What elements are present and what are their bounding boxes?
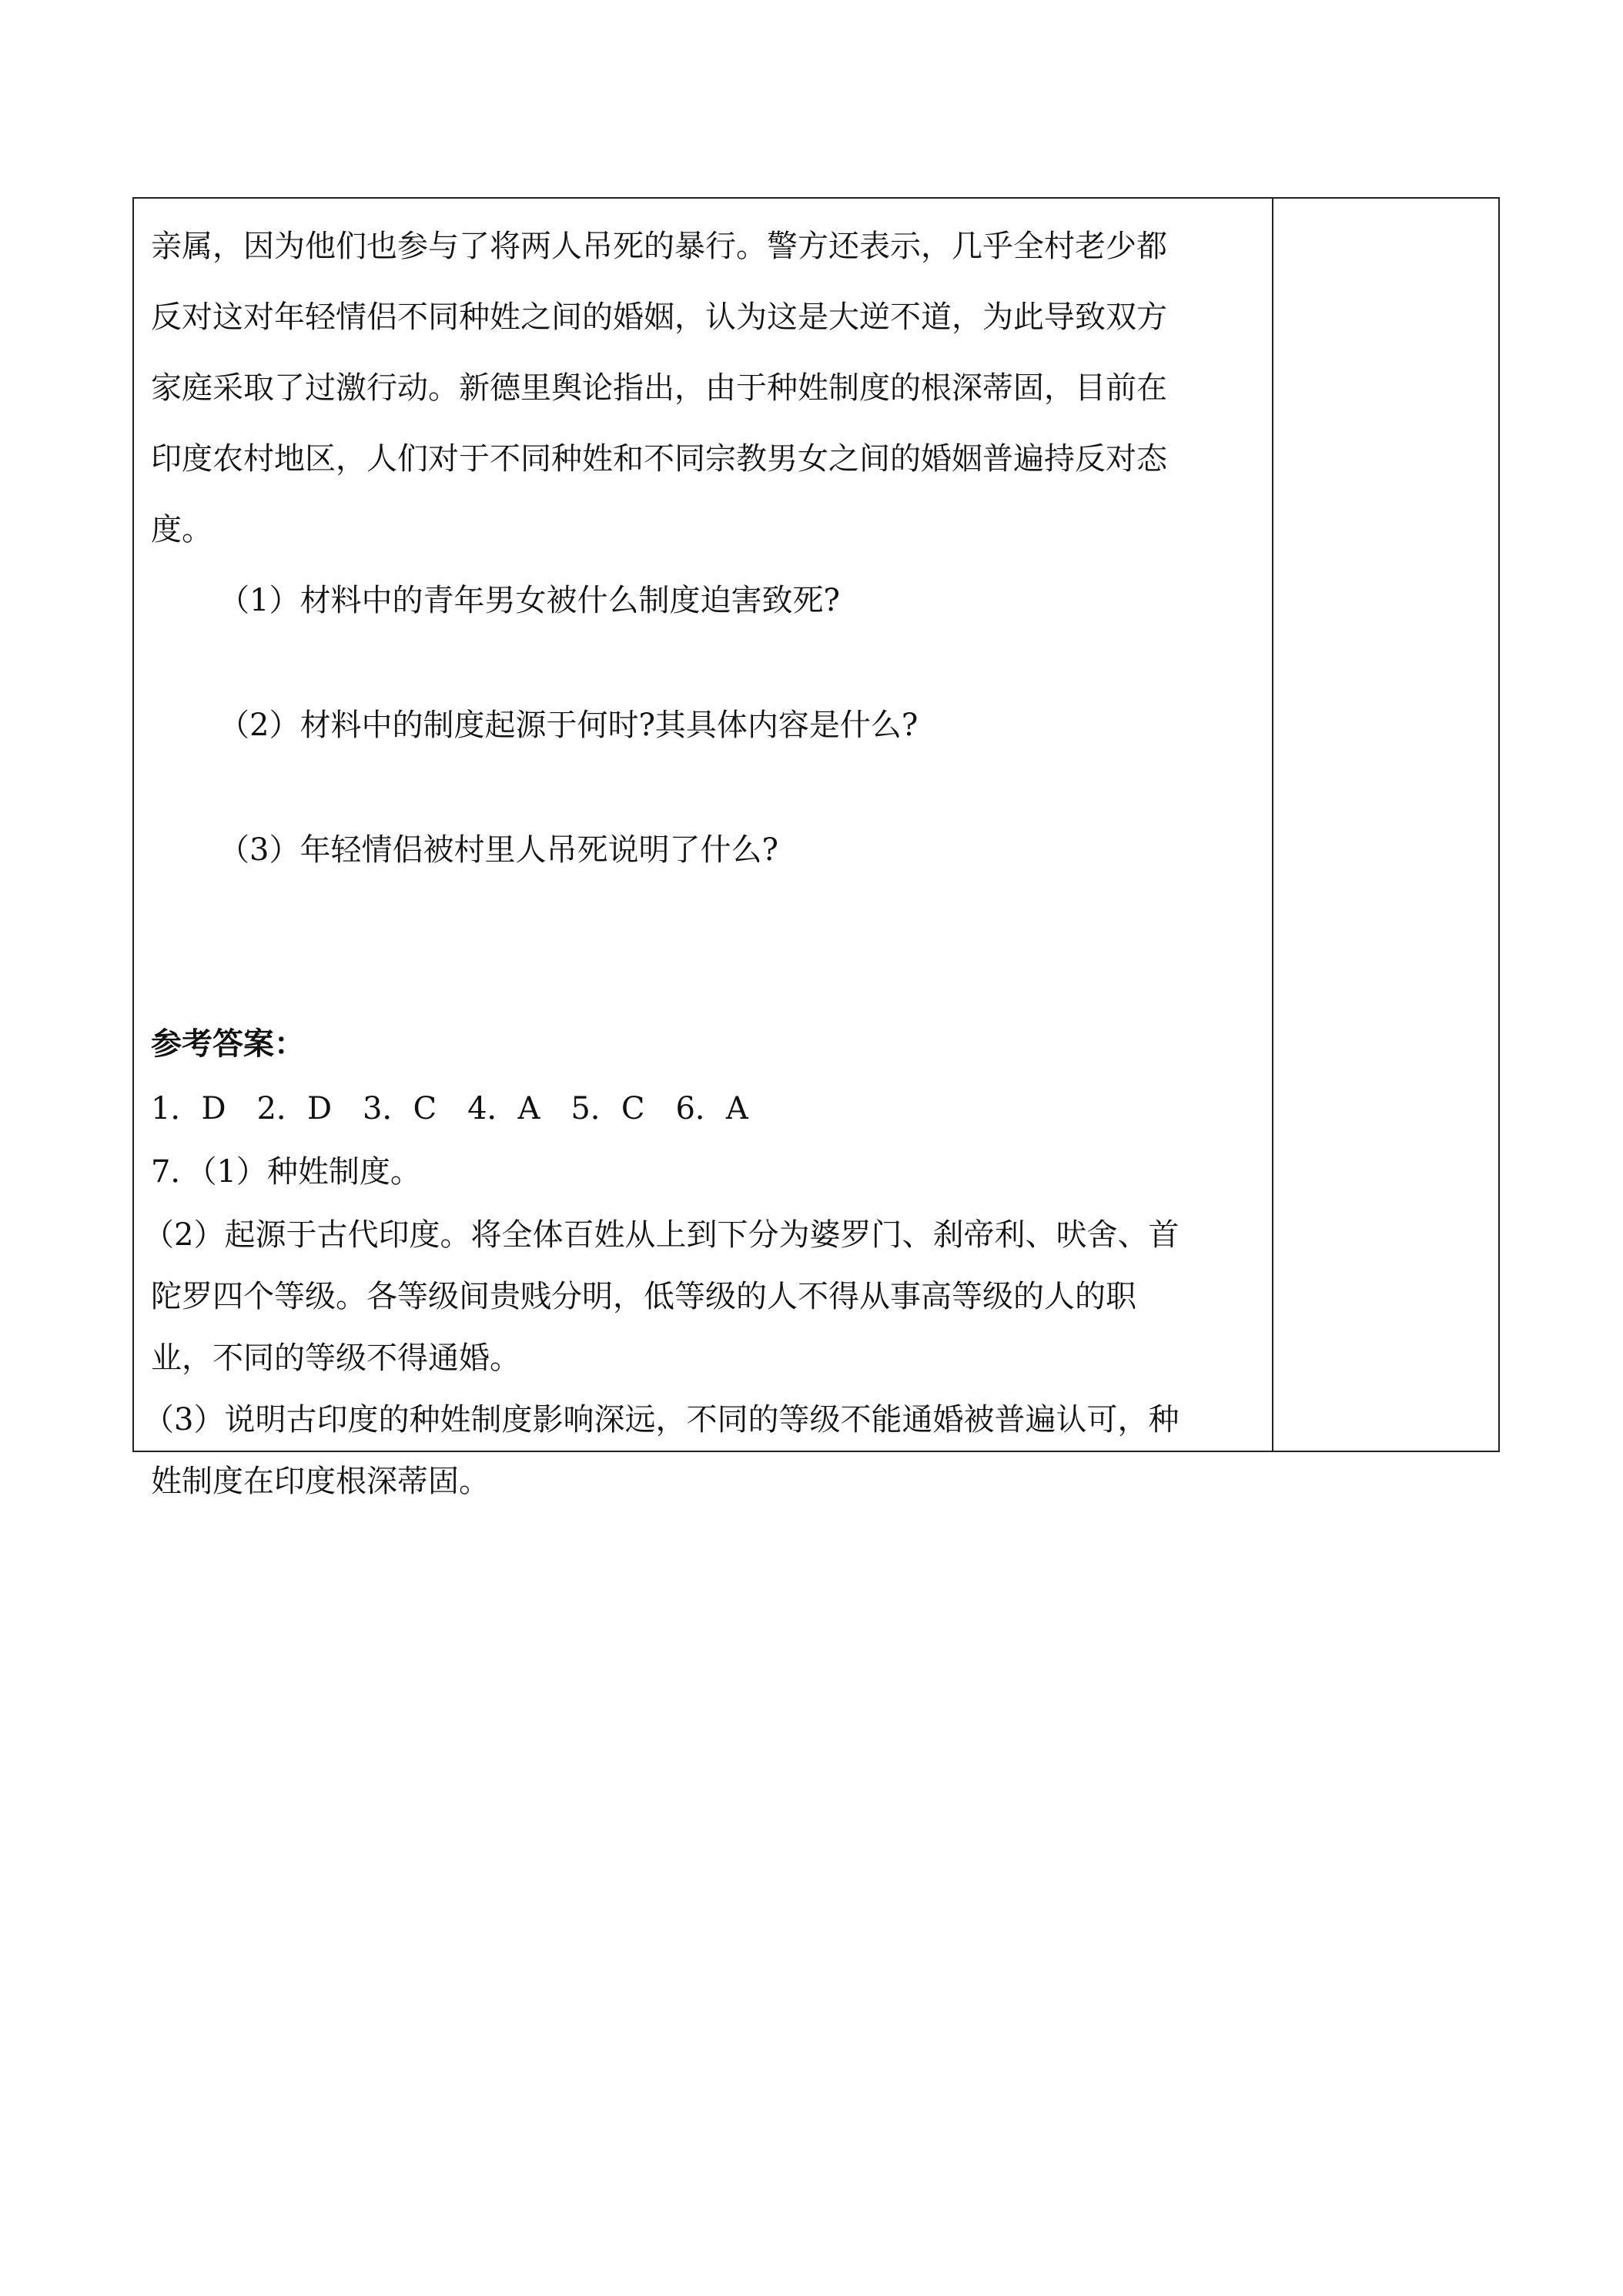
material-line-5: 度。 bbox=[151, 512, 212, 547]
side-notes-cell bbox=[1273, 199, 1498, 1451]
q7-part3-line-1: （3）说明古印度的种姓制度影响深远，不同的等级不能通婚被普遍认可，种 bbox=[143, 1402, 1180, 1438]
q7-answer-intro: 7．（1）种姓制度。 bbox=[151, 1154, 421, 1190]
q7-part2-line-1: （2）起源于古代印度。将全体百姓从上到下分为婆罗门、刹帝利、吠舍、首 bbox=[143, 1217, 1180, 1253]
material-line-1: 亲属，因为他们也参与了将两人吊死的暴行。警方还表示，几乎全村老少都 bbox=[151, 229, 1167, 264]
question-1: （1）材料中的青年男女被什么制度迫害致死? bbox=[219, 583, 840, 618]
material-line-2: 反对这对年轻情侣不同种姓之间的婚姻，认为这是大逆不道，为此导致双方 bbox=[151, 300, 1167, 335]
choice-answers: 1．D 2．D 3．C 4．A 5．C 6．A bbox=[151, 1091, 748, 1126]
answers-heading: 参考答案： bbox=[151, 1026, 305, 1062]
q7-part2-line-3: 业，不同的等级不得通婚。 bbox=[151, 1340, 520, 1376]
material-line-4: 印度农村地区，人们对于不同种姓和不同宗教男女之间的婚姻普遍持反对态 bbox=[151, 441, 1167, 477]
q7-part2-line-2: 陀罗四个等级。各等级间贵贱分明，低等级的人不得从事高等级的人的职 bbox=[151, 1279, 1136, 1314]
main-content-cell bbox=[134, 199, 1273, 1499]
q7-part3-line-2: 姓制度在印度根深蒂固。 bbox=[151, 1464, 490, 1499]
document-table bbox=[132, 197, 1500, 1499]
question-2: （2）材料中的制度起源于何时?其具体内容是什么? bbox=[219, 708, 919, 743]
material-line-3: 家庭采取了过激行动。新德里舆论指出，由于种姓制度的根深蒂固，目前在 bbox=[151, 370, 1167, 406]
question-3: （3）年轻情侣被村里人吊死说明了什么? bbox=[219, 832, 778, 868]
